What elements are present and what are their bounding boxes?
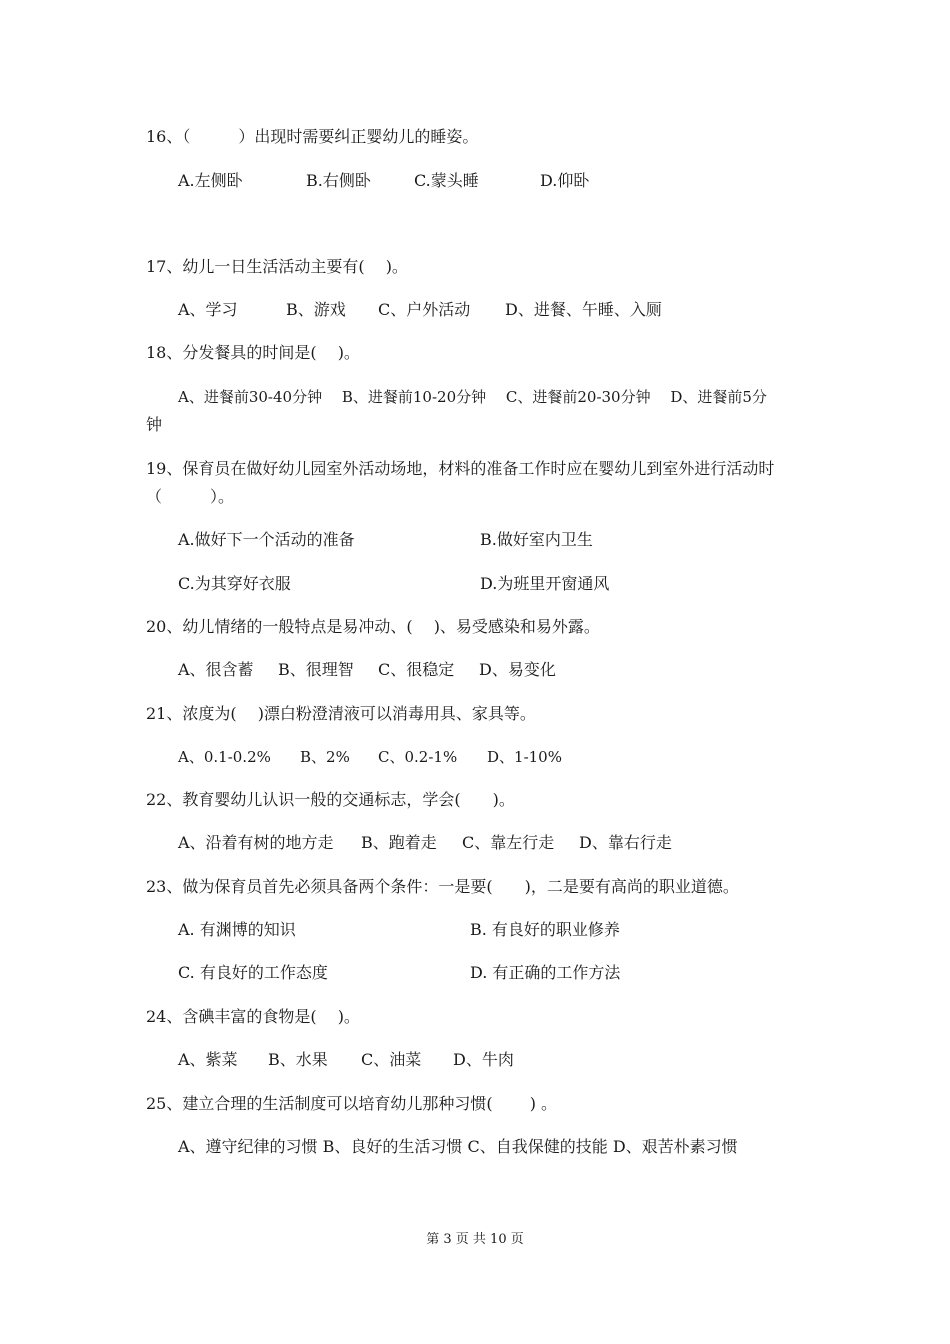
question-19-stem: 19、保育员在做好幼儿园室外活动场地，材料的准备工作时应在婴幼儿到室外进行活动时 bbox=[146, 459, 775, 478]
question-24-option-b: B、水果 bbox=[268, 1050, 328, 1069]
question-22-option-b: B、跑着走 bbox=[361, 833, 437, 852]
question-17-option-b: B、游戏 bbox=[286, 300, 346, 319]
question-20-option-a: A、很含蓄 bbox=[178, 660, 254, 679]
question-18-stem: 18、分发餐具的时间是( )。 bbox=[146, 343, 360, 362]
question-22-stem: 22、教育婴幼儿认识一般的交通标志，学会( )。 bbox=[146, 790, 515, 809]
question-21-option-c: C、0.2-1% bbox=[378, 748, 458, 766]
question-19-option-b: B.做好室内卫生 bbox=[480, 530, 593, 549]
question-16-option-d: D.仰卧 bbox=[540, 171, 590, 190]
question-19-option-c: C.为其穿好衣服 bbox=[178, 574, 291, 593]
question-20-option-b: B、很理智 bbox=[278, 660, 354, 679]
question-19-option-d: D.为班里开窗通风 bbox=[480, 574, 610, 593]
question-16-option-c: C.蒙头睡 bbox=[414, 171, 479, 190]
question-22-option-d: D、靠右行走 bbox=[579, 833, 672, 852]
question-19-option-a: A.做好下一个活动的准备 bbox=[178, 530, 355, 549]
question-18-options: A、进餐前30-40分钟 B、进餐前10-20分钟 C、进餐前20-30分钟 D、进餐前5分 bbox=[178, 388, 767, 406]
question-22-option-a: A、沿着有树的地方走 bbox=[178, 833, 334, 852]
question-23-option-d: D. 有正确的工作方法 bbox=[470, 963, 621, 982]
question-21-stem: 21、浓度为( )漂白粉澄清液可以消毒用具、家具等。 bbox=[146, 704, 536, 723]
question-23-option-b: B. 有良好的职业修养 bbox=[470, 920, 620, 939]
question-21-option-d: D、1-10% bbox=[487, 748, 562, 766]
question-16-stem: 16、（ ）出现时需要纠正婴幼儿的睡姿。 bbox=[146, 127, 479, 146]
question-18-options-wrap: 钟 bbox=[146, 415, 163, 434]
question-23-stem: 23、做为保育员首先必须具备两个条件：一是要( )，二是要有高尚的职业道德。 bbox=[146, 877, 739, 896]
question-22-option-c: C、靠左行走 bbox=[462, 833, 555, 852]
question-20-option-d: D、易变化 bbox=[479, 660, 556, 679]
question-17-option-a: A、学习 bbox=[178, 300, 238, 319]
page-number-footer: 第 3 页 共 10 页 bbox=[426, 1232, 524, 1247]
question-19-stem-wrap: （ ）。 bbox=[146, 487, 235, 506]
question-25-stem: 25、建立合理的生活制度可以培育幼儿那种习惯( ) 。 bbox=[146, 1094, 558, 1113]
question-20-option-c: C、很稳定 bbox=[378, 660, 455, 679]
question-24-stem: 24、含碘丰富的食物是( )。 bbox=[146, 1007, 360, 1026]
question-21-option-b: B、2% bbox=[300, 748, 350, 766]
question-23-option-a: A. 有渊博的知识 bbox=[178, 920, 296, 939]
question-20-stem: 20、幼儿情绪的一般特点是易冲动、( )、易受感染和易外露。 bbox=[146, 617, 600, 636]
question-25-options: A、遵守纪律的习惯 B、良好的生活习惯 C、自我保健的技能 D、艰苦朴素习惯 bbox=[178, 1137, 738, 1156]
question-24-option-c: C、油菜 bbox=[361, 1050, 422, 1069]
question-21-option-a: A、0.1-0.2% bbox=[178, 748, 271, 766]
question-23-option-c: C. 有良好的工作态度 bbox=[178, 963, 328, 982]
question-16-option-b: B.右侧卧 bbox=[306, 171, 371, 190]
question-17-option-d: D、进餐、午睡、入厕 bbox=[505, 300, 662, 319]
question-24-option-d: D、牛肉 bbox=[453, 1050, 514, 1069]
question-17-option-c: C、户外活动 bbox=[378, 300, 471, 319]
question-17-stem: 17、幼儿一日生活活动主要有( )。 bbox=[146, 257, 408, 276]
question-24-option-a: A、紫菜 bbox=[178, 1050, 238, 1069]
question-16-option-a: A.左侧卧 bbox=[178, 171, 243, 190]
